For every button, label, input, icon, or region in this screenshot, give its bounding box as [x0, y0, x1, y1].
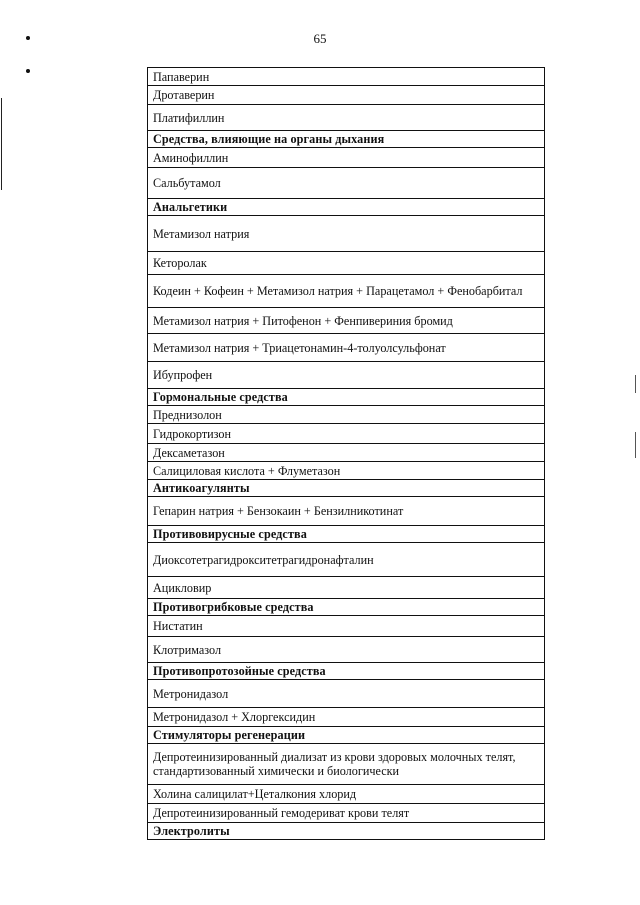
table-row — [148, 599, 545, 616]
table-row — [148, 727, 545, 744]
table-row — [148, 637, 545, 663]
category-header-cell: Гормональные средства — [148, 389, 545, 406]
drug-item-cell: Преднизолон — [148, 406, 545, 424]
drug-item-cell: Папаверин — [148, 68, 545, 86]
table-row — [148, 444, 545, 462]
table-row — [148, 680, 545, 708]
table-row — [148, 308, 545, 334]
table-row — [148, 86, 545, 105]
drug-item-cell: Дексаметазон — [148, 444, 545, 462]
table-row — [148, 480, 545, 497]
drug-item-cell: Гидрокортизон — [148, 424, 545, 444]
table-row — [148, 804, 545, 823]
table-row — [148, 526, 545, 543]
drug-item-cell: Ибупрофен — [148, 362, 545, 389]
table-row — [148, 168, 545, 199]
drug-table — [147, 67, 545, 840]
table-row — [148, 148, 545, 168]
category-header-cell: Электролиты — [148, 823, 545, 840]
category-header-cell: Средства, влияющие на органы дыхания — [148, 131, 545, 148]
margin-dot-mark — [26, 69, 30, 73]
drug-item-cell: Диоксотетрагидрокситетрагидронафталин — [148, 543, 545, 577]
table-row — [148, 708, 545, 727]
table-row — [148, 68, 545, 86]
drug-item-cell: Кеторолак — [148, 252, 545, 275]
margin-dot-mark — [26, 36, 30, 40]
category-header-cell: Стимуляторы регенерации — [148, 727, 545, 744]
drug-item-cell: Аминофиллин — [148, 148, 545, 168]
drug-item-cell: Платифиллин — [148, 105, 545, 131]
drug-item-cell: Сальбутамол — [148, 168, 545, 199]
table-row — [148, 275, 545, 308]
table-row — [148, 131, 545, 148]
table-row — [148, 543, 545, 577]
category-header-cell: Анальгетики — [148, 199, 545, 216]
table-row — [148, 362, 545, 389]
table-row — [148, 105, 545, 131]
scan-edge-line — [1, 98, 2, 190]
drug-item-cell: Кодеин + Кофеин + Метамизол натрия + Парацетамол + Фенобарбитал — [148, 275, 545, 308]
category-header-cell: Противопротозойные средства — [148, 663, 545, 680]
table-row — [148, 462, 545, 480]
drug-item-cell: Метамизол натрия + Триацетонамин-4-толуолсульфонат — [148, 334, 545, 362]
drug-item-cell: Нистатин — [148, 616, 545, 637]
table-row — [148, 823, 545, 840]
table-row — [148, 785, 545, 804]
category-header-cell: Противовирусные средства — [148, 526, 545, 543]
table-row — [148, 216, 545, 252]
drug-item-cell: Клотримазол — [148, 637, 545, 663]
drug-item-cell: Метронидазол + Хлоргексидин — [148, 708, 545, 727]
table-row — [148, 497, 545, 526]
drug-item-cell: Депротеинизированный диализат из крови здоровых молочных телят, стандартизованный химически и биологически — [148, 744, 545, 785]
table-row — [148, 663, 545, 680]
drug-item-cell: Холина салицилат+Цеталкония хлорид — [148, 785, 545, 804]
table-row — [148, 616, 545, 637]
drug-item-cell: Метронидазол — [148, 680, 545, 708]
table-row — [148, 252, 545, 275]
category-header-cell: Противогрибковые средства — [148, 599, 545, 616]
drug-item-cell: Депротеинизированный гемодериват крови телят — [148, 804, 545, 823]
drug-item-cell: Салициловая кислота + Флуметазон — [148, 462, 545, 480]
page-number: 65 — [313, 31, 327, 46]
scan-edge-tick — [635, 432, 636, 458]
drug-item-cell: Метамизол натрия — [148, 216, 545, 252]
drug-item-cell: Гепарин натрия + Бензокаин + Бензилникотинат — [148, 497, 545, 526]
table-row — [148, 577, 545, 599]
table-row — [148, 334, 545, 362]
drug-item-cell: Ацикловир — [148, 577, 545, 599]
scan-edge-tick — [635, 375, 636, 393]
category-header-cell: Антикоагулянты — [148, 480, 545, 497]
drug-item-cell: Метамизол натрия + Питофенон + Фенпивериния бромид — [148, 308, 545, 334]
table-row — [148, 406, 545, 424]
table-row — [148, 389, 545, 406]
table-row — [148, 199, 545, 216]
table-row — [148, 744, 545, 785]
table-row — [148, 424, 545, 444]
drug-item-cell: Дротаверин — [148, 86, 545, 105]
